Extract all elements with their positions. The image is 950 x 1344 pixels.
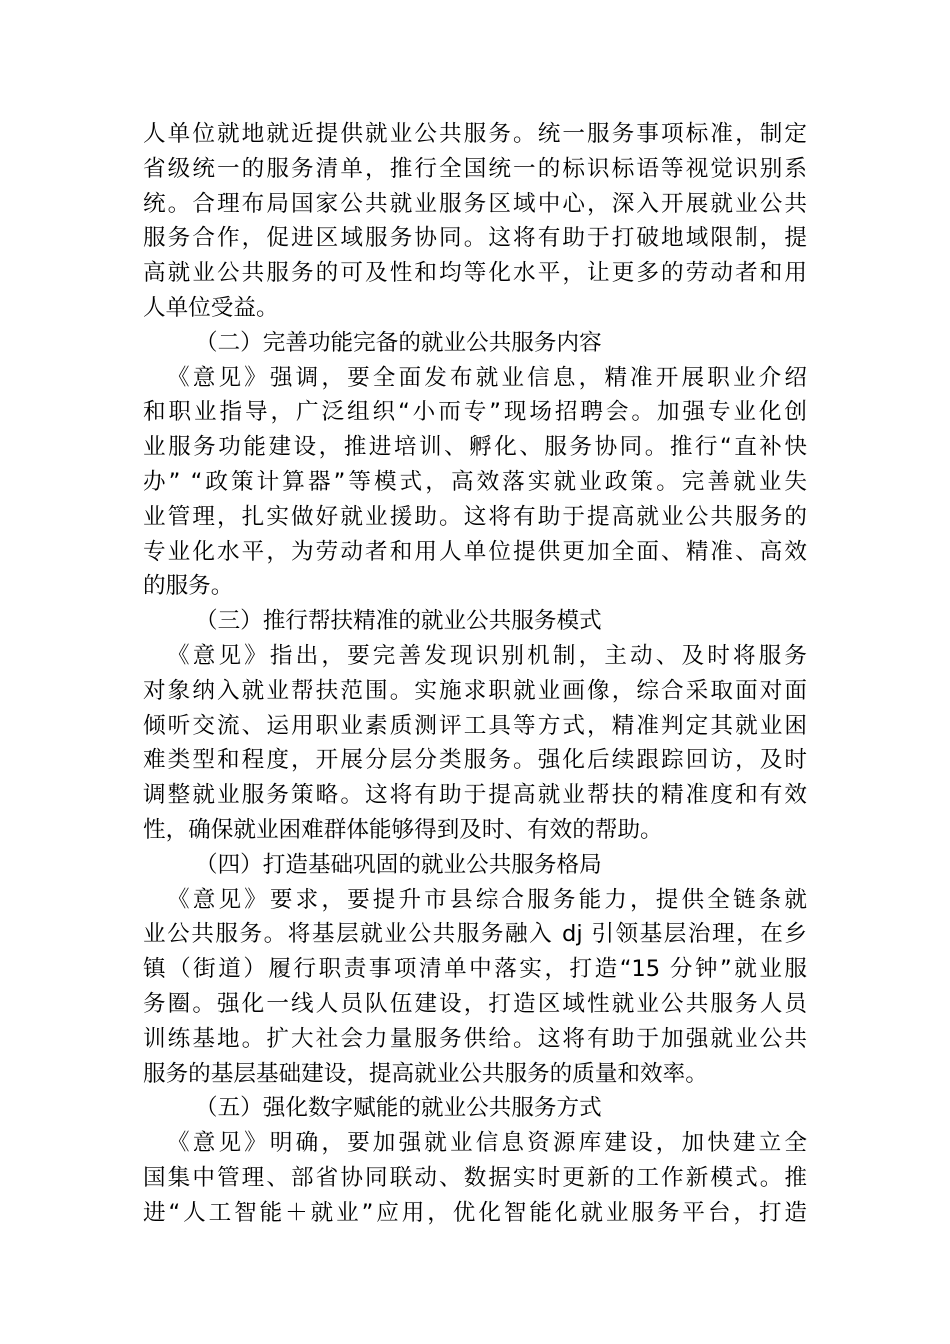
paragraph-line: 国集中管理、部省协同联动、数据实时更新的工作新模式。推 (143, 1164, 807, 1191)
paragraph-line: 服务合作，促进区域服务协同。这将有助于打破地域限制，提 (143, 225, 807, 252)
paragraph-line: 《意见》指出，要完善发现识别机制，主动、及时将服务 (167, 642, 807, 669)
section-heading: （四）打造基础巩固的就业公共服务格局 (195, 851, 602, 878)
paragraph-line: 专业化水平，为劳动者和用人单位提供更加全面、精准、高效 (143, 538, 807, 565)
paragraph-line: 的服务。 (143, 573, 234, 600)
paragraph-line: 统。合理布局国家公共就业服务区域中心，深入开展就业公共 (143, 190, 807, 217)
paragraph-line: 调整就业服务策略。这将有助于提高就业帮扶的精准度和有效 (143, 782, 807, 809)
section-heading: （三）推行帮扶精准的就业公共服务模式 (195, 608, 602, 635)
document-body (143, 117, 807, 1231)
paragraph-line: 性，确保就业困难群体能够得到及时、有效的帮助。 (143, 816, 663, 843)
paragraph-line: 人单位受益。 (143, 294, 279, 321)
paragraph-line: 省级统一的服务清单，推行全国统一的标识标语等视觉识别系 (143, 155, 807, 182)
paragraph-line: 业服务功能建设，推进培训、孵化、服务协同。推行“直补快 (143, 434, 807, 461)
paragraph-line: 业公共服务。将基层就业公共服务融入 dj 引领基层治理，在乡 (143, 921, 807, 948)
paragraph-line: 对象纳入就业帮扶范围。实施求职就业画像，综合采取面对面 (143, 677, 807, 704)
paragraph-line: 高就业公共服务的可及性和均等化水平，让更多的劳动者和用 (143, 260, 807, 287)
section-heading: （二）完善功能完备的就业公共服务内容 (195, 329, 602, 356)
section-heading: （五）强化数字赋能的就业公共服务方式 (195, 1095, 602, 1122)
paragraph-line: 进“人工智能＋就业”应用，优化智能化就业服务平台，打造 (143, 1199, 807, 1226)
paragraph-line: 《意见》强调，要全面发布就业信息，精准开展职业介绍 (167, 364, 807, 391)
paragraph-line: 服务的基层基础建设，提高就业公共服务的质量和效率。 (143, 1060, 708, 1087)
paragraph-line: 办” “政策计算器”等模式，高效落实就业政策。完善就业失 (143, 468, 807, 495)
paragraph-line: 务圈。强化一线人员队伍建设，打造区域性就业公共服务人员 (143, 990, 807, 1017)
paragraph-line: 训练基地。扩大社会力量服务供给。这将有助于加强就业公共 (143, 1025, 807, 1052)
paragraph-line: 和职业指导，广泛组织“小而专”现场招聘会。加强专业化创 (143, 399, 807, 426)
paragraph-line: 镇（街道）履行职责事项清单中落实，打造“15 分钟”就业服 (143, 956, 807, 983)
paragraph-line: 《意见》明确，要加强就业信息资源库建设，加快建立全 (167, 1130, 807, 1157)
paragraph-line: 业管理，扎实做好就业援助。这将有助于提高就业公共服务的 (143, 503, 807, 530)
paragraph-line: 难类型和程度，开展分层分类服务。强化后续跟踪回访，及时 (143, 747, 807, 774)
paragraph-line: 倾听交流、运用职业素质测评工具等方式，精准判定其就业困 (143, 712, 807, 739)
paragraph-line: 人单位就地就近提供就业公共服务。统一服务事项标准，制定 (143, 121, 807, 147)
paragraph-line: 《意见》要求，要提升市县综合服务能力，提供全链条就 (167, 886, 807, 913)
